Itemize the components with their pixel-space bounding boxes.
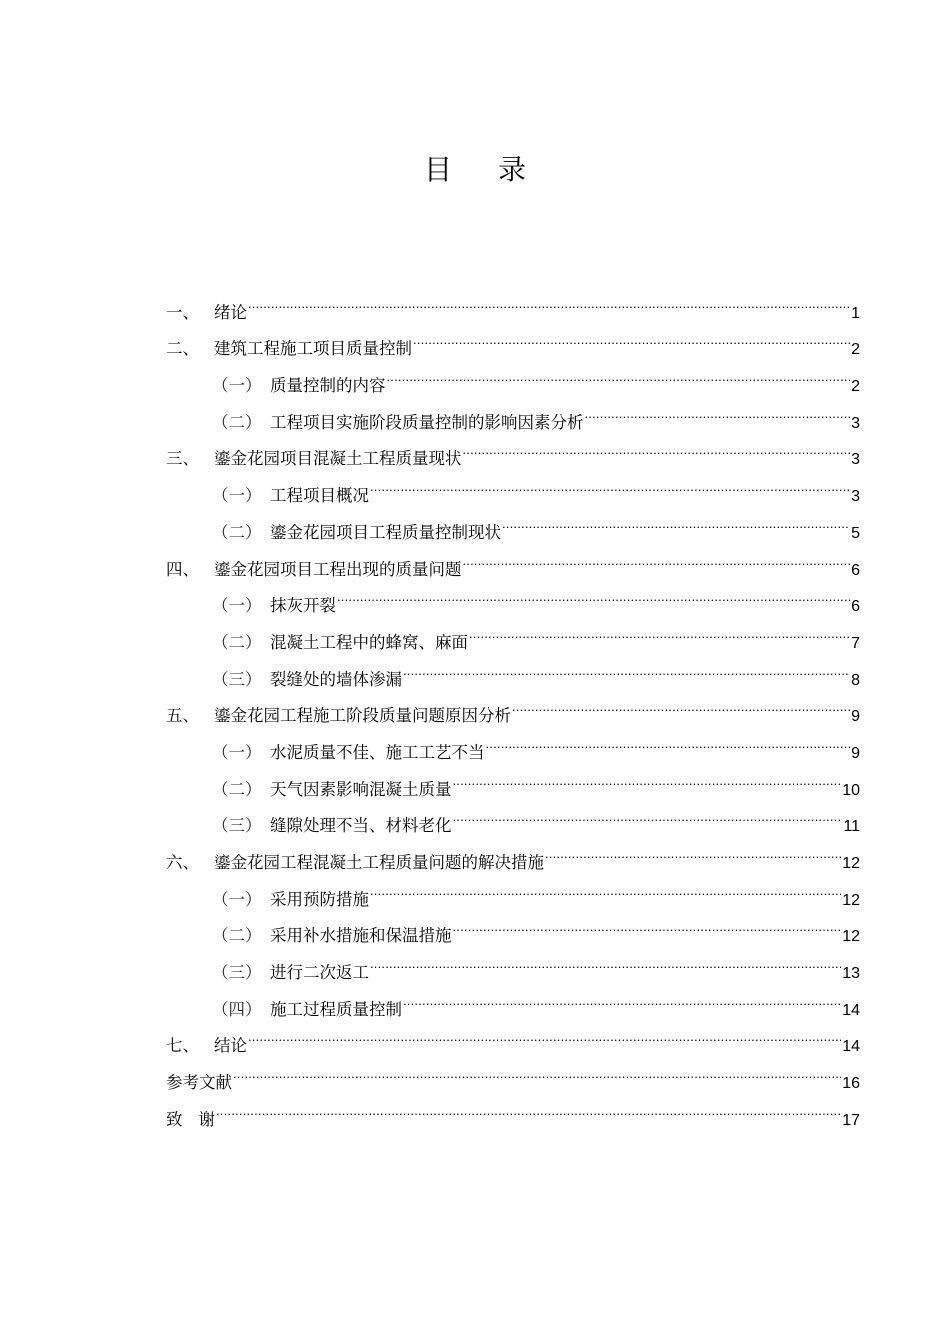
toc-entry-page: 17 bbox=[842, 1111, 860, 1129]
toc-entry-page: 16 bbox=[842, 1075, 860, 1093]
toc-entry-number: （四） bbox=[212, 999, 262, 1019]
toc-entry-title: 缝隙处理不当、材料老化 bbox=[270, 816, 452, 836]
toc-entry-number: 七、 bbox=[166, 1036, 199, 1056]
page-title bbox=[0, 148, 950, 192]
toc-entry-number: 二、 bbox=[166, 339, 199, 359]
dot-leader bbox=[248, 1015, 841, 1052]
toc-entry-title bbox=[166, 1102, 215, 1139]
toc-entry-number: （三） bbox=[212, 816, 262, 836]
toc-entry-number: （二） bbox=[212, 412, 262, 432]
dot-leader bbox=[370, 868, 841, 905]
toc-entry-title: 鎏金花园工程混凝土工程质量问题的解决措施 bbox=[214, 853, 544, 872]
toc-entry-page: 12 bbox=[842, 855, 860, 872]
dot-leader bbox=[463, 428, 851, 465]
toc-entry-number: 五、 bbox=[166, 706, 199, 726]
dot-leader bbox=[545, 831, 841, 868]
toc-entry-title: 鎏金花园项目混凝土工程质量现状 bbox=[214, 449, 462, 469]
toc-entry-page: 13 bbox=[842, 965, 860, 983]
toc-entry-page: 9 bbox=[851, 744, 860, 762]
toc-entry-title: 抹灰开裂 bbox=[270, 596, 336, 616]
toc-entry-page: 7 bbox=[851, 634, 860, 652]
toc-entry-title: 工程项目概况 bbox=[270, 486, 369, 506]
toc-entry-title: 鎏金花园项目工程出现的质量问题 bbox=[214, 559, 462, 579]
toc-entry-title: 水泥质量不佳、施工工艺不当 bbox=[270, 742, 485, 762]
dot-leader bbox=[403, 648, 850, 685]
dot-leader bbox=[585, 391, 851, 428]
toc-entry-page: 9 bbox=[851, 708, 860, 726]
toc-entry-title: 混凝土工程中的蜂窝、麻面 bbox=[270, 632, 468, 652]
toc-entry-page: 3 bbox=[851, 451, 860, 469]
dot-leader bbox=[403, 978, 841, 1015]
toc-entry-number: （一） bbox=[212, 889, 262, 909]
toc-entry-title: 工程项目实施阶段质量控制的影响因素分析 bbox=[270, 412, 584, 432]
dot-leader bbox=[370, 464, 850, 501]
toc-entry-page: 1 bbox=[851, 304, 860, 322]
ack-char-2: 谢 bbox=[198, 1109, 215, 1129]
toc-entry[interactable] bbox=[166, 318, 860, 359]
dot-leader bbox=[502, 501, 850, 538]
dot-leader bbox=[453, 758, 842, 795]
toc-entry-title: 裂缝处的墙体渗漏 bbox=[270, 669, 402, 689]
toc-entry-title: 采用预防措施 bbox=[270, 889, 369, 909]
toc-entry-page: 10 bbox=[842, 781, 860, 799]
dot-leader bbox=[216, 1088, 841, 1125]
dot-leader bbox=[486, 721, 851, 758]
dot-leader bbox=[453, 795, 843, 832]
toc-entry-page: 14 bbox=[842, 1038, 860, 1056]
ack-char-1: 致 bbox=[166, 1109, 183, 1129]
toc-entry-page: 6 bbox=[851, 598, 860, 616]
toc-entry-page: 6 bbox=[851, 561, 860, 579]
toc-entry-page: 2 bbox=[851, 341, 860, 359]
title-char-1: 目 bbox=[423, 153, 452, 186]
dot-leader bbox=[469, 611, 850, 648]
toc-entry-page: 11 bbox=[843, 818, 860, 836]
toc-entry-page: 3 bbox=[851, 488, 860, 506]
dot-leader bbox=[387, 354, 851, 391]
dot-leader bbox=[248, 281, 850, 318]
toc-entry-title: 鎏金花园工程施工阶段质量问题原因分析 bbox=[214, 706, 511, 726]
toc-entry-number: 六、 bbox=[166, 853, 199, 872]
toc-entry[interactable] bbox=[166, 281, 860, 322]
toc-entry-number: （二） bbox=[212, 522, 262, 542]
dot-leader bbox=[370, 941, 841, 978]
toc-entry-title: 结论 bbox=[214, 1036, 247, 1056]
dot-leader bbox=[512, 685, 850, 722]
toc-entry-title: 鎏金花园项目工程质量控制现状 bbox=[270, 522, 501, 542]
toc-entry-title: 施工过程质量控制 bbox=[270, 999, 402, 1019]
toc-entry-number: （一） bbox=[212, 742, 262, 762]
toc-entry-page: 12 bbox=[842, 928, 860, 946]
toc-entry-title: 建筑工程施工项目质量控制 bbox=[214, 339, 412, 359]
toc-entry-title: 采用补水措施和保温措施 bbox=[270, 926, 452, 946]
toc-entry-number: （二） bbox=[212, 926, 262, 946]
dot-leader bbox=[463, 538, 851, 575]
dot-leader bbox=[337, 575, 850, 612]
toc-entry-number: （二） bbox=[212, 779, 262, 799]
toc-entry-title: 绪论 bbox=[214, 302, 247, 322]
toc-entry-page: 14 bbox=[842, 1001, 860, 1019]
toc-entry-references[interactable] bbox=[166, 1051, 860, 1093]
toc-entry-number: （三） bbox=[212, 669, 262, 689]
toc-entry-number: 一、 bbox=[166, 302, 199, 322]
toc-entry-page: 5 bbox=[851, 524, 860, 542]
toc-entry-page: 2 bbox=[851, 378, 860, 396]
toc-entry-number: 四、 bbox=[166, 559, 199, 579]
toc-entry-number: （二） bbox=[212, 632, 262, 652]
toc-entry-number: （一） bbox=[212, 376, 262, 396]
toc-entry-page: 12 bbox=[842, 891, 860, 909]
toc-entry-number: （三） bbox=[212, 963, 262, 983]
toc-entry-number: （一） bbox=[212, 486, 262, 506]
table-of-contents bbox=[166, 281, 860, 1129]
dot-leader bbox=[413, 318, 850, 355]
toc-entry-title: 参考文献 bbox=[166, 1073, 232, 1093]
toc-entry-title: 天气因素影响混凝土质量 bbox=[270, 779, 452, 799]
toc-entry-title: 进行二次返工 bbox=[270, 963, 369, 983]
toc-entry-page: 8 bbox=[851, 671, 860, 689]
toc-entry-number: 三、 bbox=[166, 449, 199, 469]
toc-entry-title: 质量控制的内容 bbox=[270, 376, 386, 396]
toc-entry-number: （一） bbox=[212, 596, 262, 616]
toc-entry-page: 3 bbox=[851, 414, 860, 432]
title-char-2: 录 bbox=[498, 153, 527, 186]
dot-leader bbox=[453, 905, 842, 942]
toc-entry-acknowledgements[interactable] bbox=[166, 1088, 860, 1129]
toc-entry[interactable] bbox=[166, 1015, 860, 1056]
dot-leader bbox=[233, 1051, 841, 1088]
